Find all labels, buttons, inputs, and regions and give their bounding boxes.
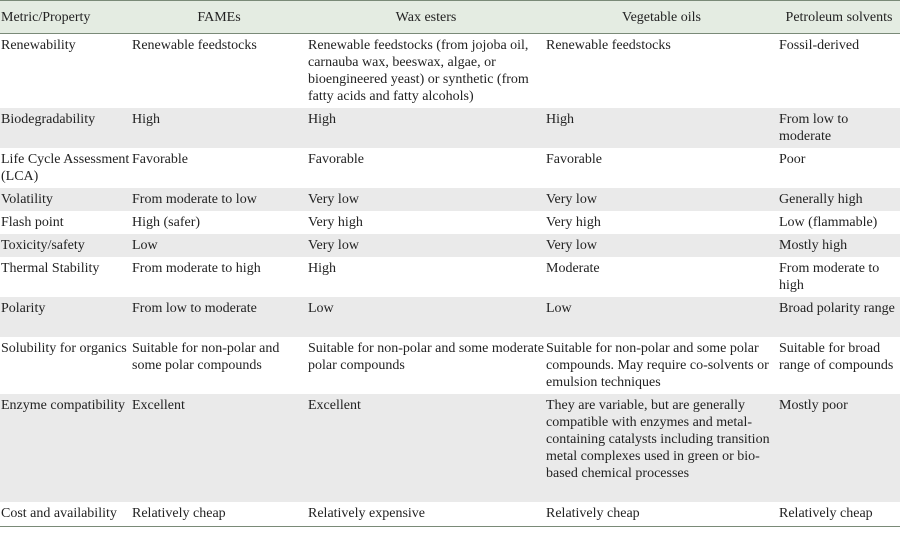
- petroleum-solvents-cell: Fossil-derived: [779, 38, 860, 53]
- fames-cell: Excellent: [132, 398, 185, 413]
- table-row: [0, 337, 900, 394]
- fames-cell: High: [132, 112, 160, 127]
- header-wax-esters: Wax esters: [307, 1, 545, 34]
- table-row: [0, 297, 900, 337]
- table-row: [0, 34, 900, 109]
- fames-cell: From moderate to high: [132, 261, 261, 276]
- metric-cell: Volatility: [1, 192, 53, 207]
- vegetable-oils-cell: Very low: [546, 238, 597, 253]
- vegetable-oils-cell: Low: [546, 301, 572, 316]
- wax-esters-cell: High: [308, 261, 336, 276]
- vegetable-oils-cell: High: [546, 112, 574, 127]
- metric-cell: Biodegradability: [1, 112, 96, 127]
- petroleum-solvents-cell: Poor: [779, 152, 806, 167]
- wax-esters-cell: Favorable: [308, 152, 364, 167]
- table-row: [0, 148, 900, 188]
- petroleum-solvents-cell: From moderate to high: [779, 261, 880, 293]
- wax-esters-cell: Low: [308, 301, 334, 316]
- petroleum-solvents-cell: Mostly poor: [779, 398, 848, 413]
- table-row: [0, 394, 900, 502]
- vegetable-oils-cell: Very high: [546, 215, 601, 230]
- table-body: [0, 34, 900, 527]
- fames-cell: From low to moderate: [132, 301, 257, 316]
- metric-cell: Cost and availability: [0, 502, 131, 526]
- petroleum-solvents-cell: Relatively cheap: [778, 502, 900, 526]
- table-row: [0, 257, 900, 297]
- wax-esters-cell: High: [308, 112, 336, 127]
- wax-esters-cell: Very low: [308, 238, 359, 253]
- fames-cell: Favorable: [132, 152, 188, 167]
- table-row: [0, 188, 900, 211]
- header-vegetable-oils: Vegetable oils: [545, 1, 778, 34]
- vegetable-oils-cell: Suitable for non-polar and some polar compounds. May require co-solvents or emulsion techniques: [546, 341, 769, 390]
- petroleum-solvents-cell: Mostly high: [779, 238, 848, 253]
- fames-cell: High (safer): [132, 215, 201, 230]
- header-metric: Metric/Property: [0, 1, 131, 34]
- header-petroleum-solvents: Petroleum solvents: [778, 1, 900, 34]
- metric-cell: Solubility for organics: [1, 341, 127, 356]
- wax-esters-cell: Suitable for non-polar and some moderate polar compounds: [308, 341, 544, 373]
- table-row: [0, 211, 900, 234]
- wax-esters-cell: Very low: [308, 192, 359, 207]
- metric-cell: Flash point: [1, 215, 64, 230]
- wax-esters-cell: Excellent: [308, 398, 361, 413]
- wax-esters-cell: Relatively expensive: [307, 502, 545, 526]
- fames-cell: Low: [132, 238, 158, 253]
- vegetable-oils-cell: Very low: [546, 192, 597, 207]
- fames-cell: Renewable feedstocks: [132, 38, 257, 53]
- metric-cell: Polarity: [1, 301, 46, 316]
- vegetable-oils-cell: Moderate: [546, 261, 600, 276]
- table-row: [0, 502, 900, 526]
- header-row: [0, 1, 900, 34]
- vegetable-oils-cell: Renewable feedstocks: [546, 38, 671, 53]
- metric-cell: Enzyme compatibility: [1, 398, 126, 413]
- metric-cell: Toxicity/safety: [1, 238, 85, 253]
- petroleum-solvents-cell: Low (flammable): [779, 215, 878, 230]
- petroleum-solvents-cell: Suitable for broad range of compounds: [779, 341, 894, 373]
- fames-cell: From moderate to low: [132, 192, 257, 207]
- fames-cell: Suitable for non-polar and some polar compounds: [132, 341, 280, 373]
- wax-esters-cell: Renewable feedstocks (from jojoba oil, carnauba wax, beeswax, algae, or bioengineered yeast) or synthetic (from fatty acids and fatty alcohols): [308, 38, 529, 104]
- metric-cell: Renewability: [1, 38, 76, 53]
- table-header: [0, 1, 900, 34]
- petroleum-solvents-cell: Broad polarity range: [779, 301, 895, 316]
- vegetable-oils-cell: Relatively cheap: [545, 502, 778, 526]
- header-fames: FAMEs: [131, 1, 307, 34]
- table-row: [0, 234, 900, 257]
- petroleum-solvents-cell: From low to moderate: [779, 112, 849, 144]
- vegetable-oils-cell: They are variable, but are generally compatible with enzymes and metal-containing catalysts including transition metal complexes used in green or bio-based chemical processes: [546, 398, 770, 481]
- petroleum-solvents-cell: Generally high: [779, 192, 863, 207]
- metric-cell: Life Cycle Assessment (LCA): [1, 152, 130, 184]
- fames-cell: Relatively cheap: [131, 502, 307, 526]
- wax-esters-cell: Very high: [308, 215, 363, 230]
- vegetable-oils-cell: Favorable: [546, 152, 602, 167]
- table-row: [0, 108, 900, 148]
- metric-cell: Thermal Stability: [1, 261, 100, 276]
